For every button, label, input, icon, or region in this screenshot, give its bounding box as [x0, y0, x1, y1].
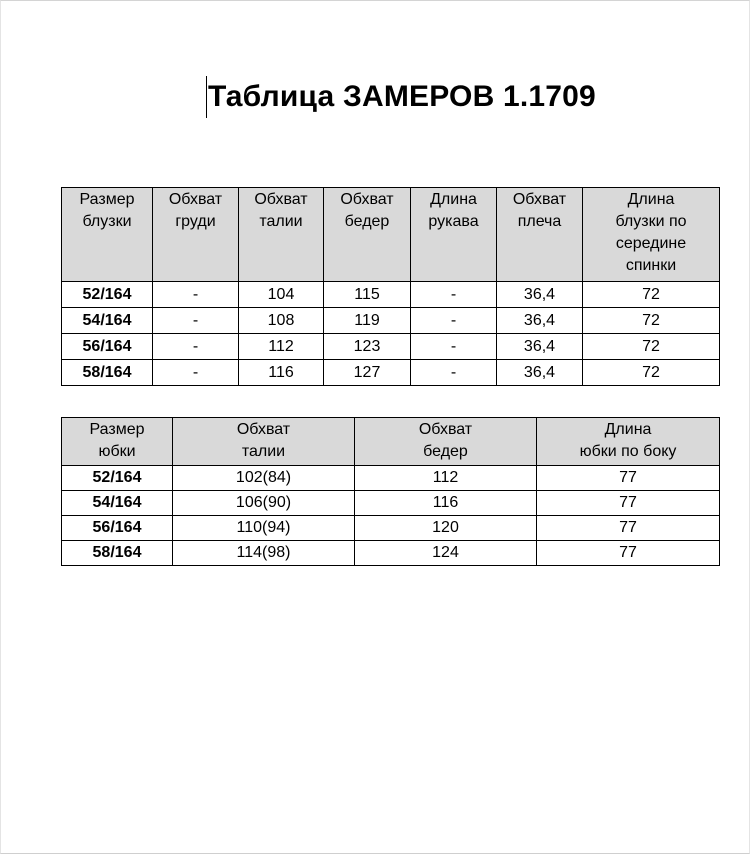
- table-cell: 114(98): [173, 541, 355, 566]
- table-cell: 106(90): [173, 491, 355, 516]
- header-skirt-length: [537, 418, 720, 466]
- header-line: Обхват: [418, 421, 473, 438]
- size-cell: 54/164: [62, 308, 153, 334]
- header-sleeve-length: [411, 188, 497, 282]
- header-line: Длина: [430, 191, 477, 208]
- table-cell: 112: [355, 466, 537, 491]
- header-line: Обхват: [340, 191, 394, 208]
- table-cell: -: [153, 308, 239, 334]
- header-line: Обхват: [512, 191, 567, 208]
- table-cell: 72: [583, 282, 720, 308]
- header-skirt-size: [62, 418, 173, 466]
- table-cell: 127: [324, 360, 411, 386]
- blouse-measurements-table: [61, 187, 720, 386]
- table-row: [62, 282, 720, 308]
- size-cell: 58/164: [62, 360, 153, 386]
- table-cell: 77: [537, 466, 720, 491]
- header-hips: [324, 188, 411, 282]
- table-cell: 77: [537, 541, 720, 566]
- table-row: [62, 360, 720, 386]
- table-cell: 104: [239, 282, 324, 308]
- table-cell: -: [411, 360, 497, 386]
- size-cell: 52/164: [62, 466, 173, 491]
- header-line: талии: [241, 443, 286, 460]
- header-line: Размер: [89, 421, 145, 438]
- table-cell: 72: [583, 308, 720, 334]
- table-cell: 36,4: [497, 360, 583, 386]
- table-cell: 110(94): [173, 516, 355, 541]
- table-cell: 115: [324, 282, 411, 308]
- table-cell: -: [153, 334, 239, 360]
- header-line: спинки: [625, 257, 677, 274]
- table-cell: 102(84): [173, 466, 355, 491]
- header-line: Обхват: [168, 191, 223, 208]
- header-waist: [239, 188, 324, 282]
- header-chest: [153, 188, 239, 282]
- header-line: рукава: [428, 213, 479, 230]
- table-cell: 77: [537, 516, 720, 541]
- table-cell: 108: [239, 308, 324, 334]
- page-title: Таблица ЗАМЕРОВ 1.1709: [208, 80, 596, 113]
- table-row: [62, 541, 720, 566]
- table-row: [62, 308, 720, 334]
- header-line: бедер: [423, 443, 468, 460]
- table-cell: 112: [239, 334, 324, 360]
- size-cell: 58/164: [62, 541, 173, 566]
- size-cell: 56/164: [62, 334, 153, 360]
- table-cell: 72: [583, 360, 720, 386]
- header-line: блузки: [82, 213, 132, 230]
- header-line: талии: [259, 213, 303, 230]
- header-line: юбки по боку: [579, 443, 677, 460]
- table-cell: 36,4: [497, 334, 583, 360]
- header-line: плеча: [517, 213, 562, 230]
- header-blouse-length: [583, 188, 720, 282]
- header-line: юбки: [98, 443, 136, 460]
- table-cell: 123: [324, 334, 411, 360]
- header-line: Обхват: [236, 421, 291, 438]
- table-cell: -: [153, 360, 239, 386]
- table-cell: 120: [355, 516, 537, 541]
- table-cell: 116: [239, 360, 324, 386]
- table-row: [62, 491, 720, 516]
- table-cell: -: [411, 334, 497, 360]
- table-cell: 72: [583, 334, 720, 360]
- header-line: Длина: [627, 191, 675, 208]
- header-line: Обхват: [254, 191, 308, 208]
- table-row: [62, 334, 720, 360]
- header-blouse-size: [62, 188, 153, 282]
- table-cell: 77: [537, 491, 720, 516]
- title-block: [206, 76, 596, 118]
- skirt-measurements-table: [61, 417, 720, 566]
- table-row: [62, 466, 720, 491]
- table-cell: -: [411, 282, 497, 308]
- size-cell: 52/164: [62, 282, 153, 308]
- header-line: блузки по: [615, 213, 687, 230]
- table-cell: -: [153, 282, 239, 308]
- header-shoulder: [497, 188, 583, 282]
- table-cell: 124: [355, 541, 537, 566]
- size-cell: 56/164: [62, 516, 173, 541]
- header-line: груди: [175, 213, 216, 230]
- table-row: [62, 516, 720, 541]
- table-header-row: [62, 418, 720, 466]
- table-cell: -: [411, 308, 497, 334]
- header-hips: [355, 418, 537, 466]
- table-cell: 116: [355, 491, 537, 516]
- text-cursor: [206, 76, 207, 118]
- header-line: Размер: [79, 191, 135, 208]
- header-waist: [173, 418, 355, 466]
- header-line: середине: [615, 235, 687, 252]
- size-cell: 54/164: [62, 491, 173, 516]
- header-line: бедер: [344, 213, 390, 230]
- table-header-row: [62, 188, 720, 282]
- table-cell: 119: [324, 308, 411, 334]
- table-cell: 36,4: [497, 308, 583, 334]
- table-cell: 36,4: [497, 282, 583, 308]
- header-line: Длина: [604, 421, 652, 438]
